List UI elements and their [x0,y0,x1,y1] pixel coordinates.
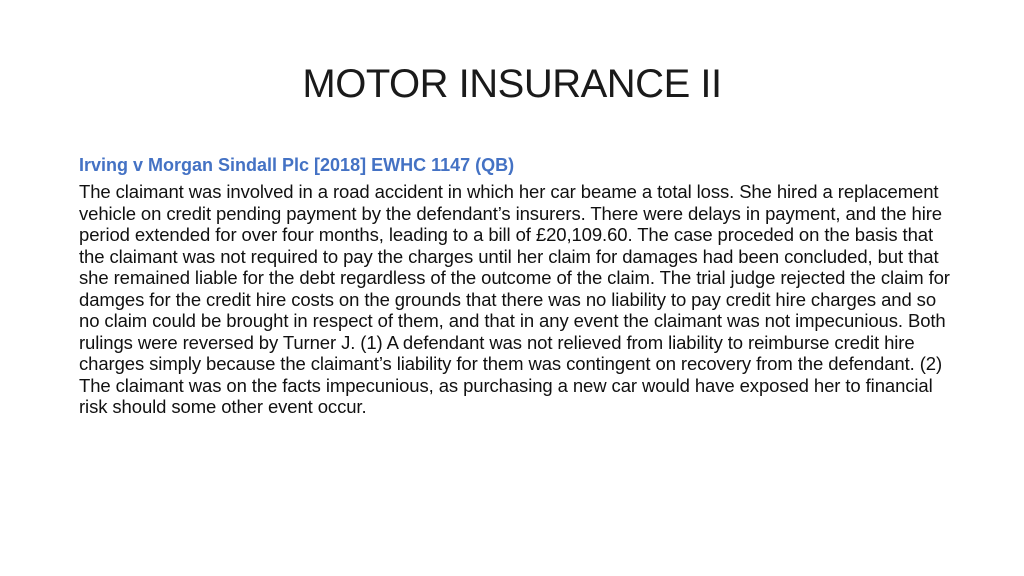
case-heading: Irving v Morgan Sindall Plc [2018] EWHC 1147 (QB) [79,155,515,175]
slide-title: MOTOR INSURANCE II [302,62,722,106]
case-summary: The claimant was involved in a road accident in which her car beame a total loss. She hired a replacement vehicle on credit pending payment by the defendant’s insurers. There were delays in payment, and the hire period extended for over four months, leading to a bill of £20,109.60. The case proceded on the basis that the claimant was not required to pay the charges until her claim for damages had been concluded, but that she remained liable for the debt regardless of the outcome of the claim. The trial judge rejected the claim for damges for the credit hire costs on the grounds that there was no liability to pay credit hire charges and so no claim could be brought in respect of them, and that in any event the claimant was not impecunious. Both rulings were reversed by Turner J. (1) A defendant was not relieved from liability to reimburse credit hire charges simply because the claimant’s liability for them was contingent on recovery from the defendant. (2) The claimant was on the facts impecunious, as purchasing a new car would have exposed her to financial risk should some other event occur. [79,181,950,417]
slide-content [79,152,959,418]
